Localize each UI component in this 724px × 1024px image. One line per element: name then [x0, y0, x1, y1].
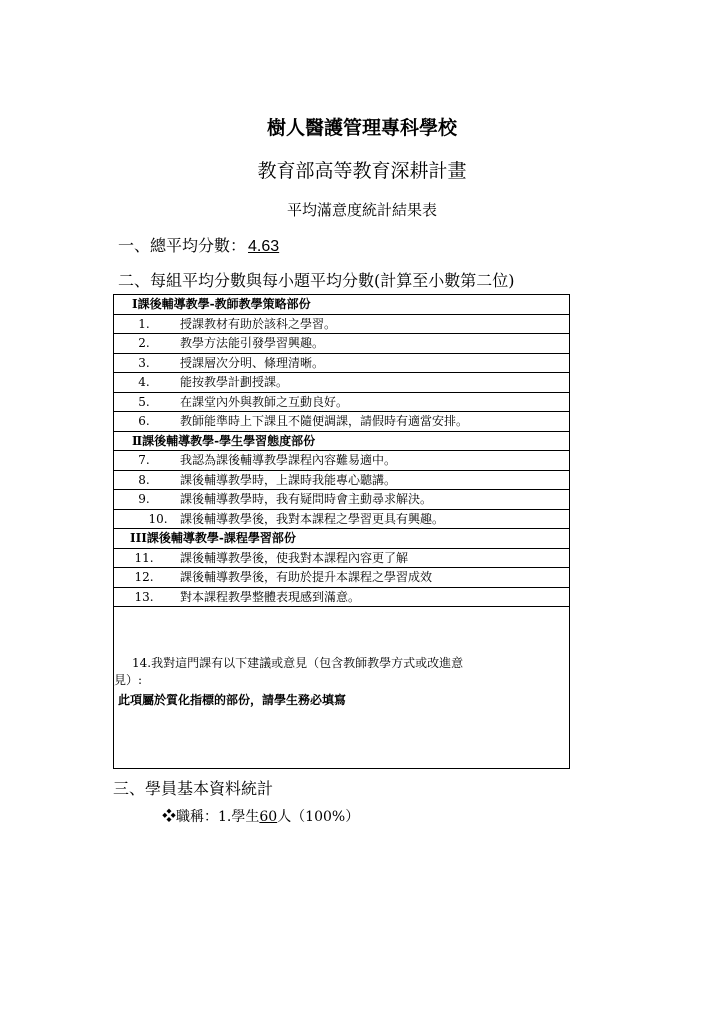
overall-average [118, 233, 279, 256]
item-text: 課後輔導教學後，我對本課程之學習更具有興趣。 [180, 511, 445, 526]
comments-prompt: 14.我對這門課有以下建議或意見（包含教師教學方式或改進意 [132, 656, 464, 670]
item-number: 4. [138, 375, 150, 389]
table-row [114, 354, 569, 374]
item-number: 6. [138, 414, 150, 428]
table-row [114, 490, 569, 510]
table-row [114, 373, 569, 393]
group-heading: III課後輔導教學-課程學習部份 [114, 529, 569, 549]
stat-suffix: 人（100%） [277, 809, 360, 825]
student-stat [162, 806, 359, 826]
item-text: 課後輔導教學時，上課時我能專心聽講。 [180, 472, 397, 487]
item-number: 2. [138, 336, 150, 350]
item-text: 課後輔導教學時，我有疑問時會主動尋求解決。 [180, 492, 433, 506]
table-row [114, 315, 569, 335]
item-text: 課後輔導教學後，使我對本課程內容更了解 [180, 550, 409, 565]
item-number: 7. [138, 453, 150, 467]
item-number: 3. [138, 355, 150, 370]
group-heading: Ⅰ課後輔導教學-教師教學策略部份 [114, 295, 569, 315]
table-row [114, 471, 569, 491]
overall-average-score: 4.63 [248, 238, 280, 255]
item-text: 教學方法能引發學習興趣。 [180, 336, 325, 350]
program-title: 教育部高等教育深耕計畫 [257, 160, 467, 182]
item-number: 11. [134, 550, 154, 565]
table-row [114, 549, 569, 569]
item-text: 教師能準時上下課且不隨便調課，請假時有適當安排。 [180, 414, 469, 428]
item-text: 能按教學計劃授課。 [180, 375, 289, 389]
group-heading: Ⅱ課後輔導教學-學生學習態度部份 [114, 432, 569, 452]
item-text: 授課層次分明、條理清晰。 [180, 355, 325, 370]
table-row [114, 393, 569, 413]
table-row [114, 568, 569, 588]
overall-average-label: 一、總平均分數： [118, 236, 247, 255]
item-text: 我認為課後輔導教學課程內容難易適中。 [180, 453, 397, 467]
section3-heading: 三、學員基本資料統計 [113, 779, 274, 798]
school-name: 樹人醫護管理專科學校 [266, 117, 457, 139]
item-number: 13. [134, 589, 154, 604]
item-text: 在課堂內外與教師之互動良好。 [180, 394, 349, 409]
table-title: 平均滿意度統計結果表 [286, 201, 437, 219]
table-row [114, 334, 569, 354]
survey-table [113, 294, 570, 769]
item-number: 8. [138, 472, 150, 487]
item-number: 10. [148, 511, 168, 526]
section2-heading: 二、每組平均分數與每小題平均分數(計算至小數第二位) [118, 271, 515, 290]
item-number: 5. [138, 394, 150, 409]
table-row [114, 588, 569, 608]
item-text: 授課教材有助於該科之學習。 [180, 316, 337, 331]
table-row [114, 412, 569, 432]
item-text: 對本課程教學整體表現感到滿意。 [180, 589, 361, 604]
comments-section [114, 655, 569, 709]
stat-prefix: ❖職稱：1.學生 [162, 809, 260, 825]
item-number: 9. [138, 492, 150, 506]
comments-prompt-cont: 見）: [114, 673, 143, 687]
table-row [114, 451, 569, 471]
table-row [114, 510, 569, 530]
item-number: 12. [134, 570, 154, 584]
stat-count: 60 [259, 809, 278, 825]
comments-note: 此項屬於質化指標的部份，請學生務必填寫 [118, 693, 347, 707]
item-text: 課後輔導教學後，有助於提升本課程之學習成效 [180, 570, 433, 584]
item-number: 1. [138, 316, 150, 331]
